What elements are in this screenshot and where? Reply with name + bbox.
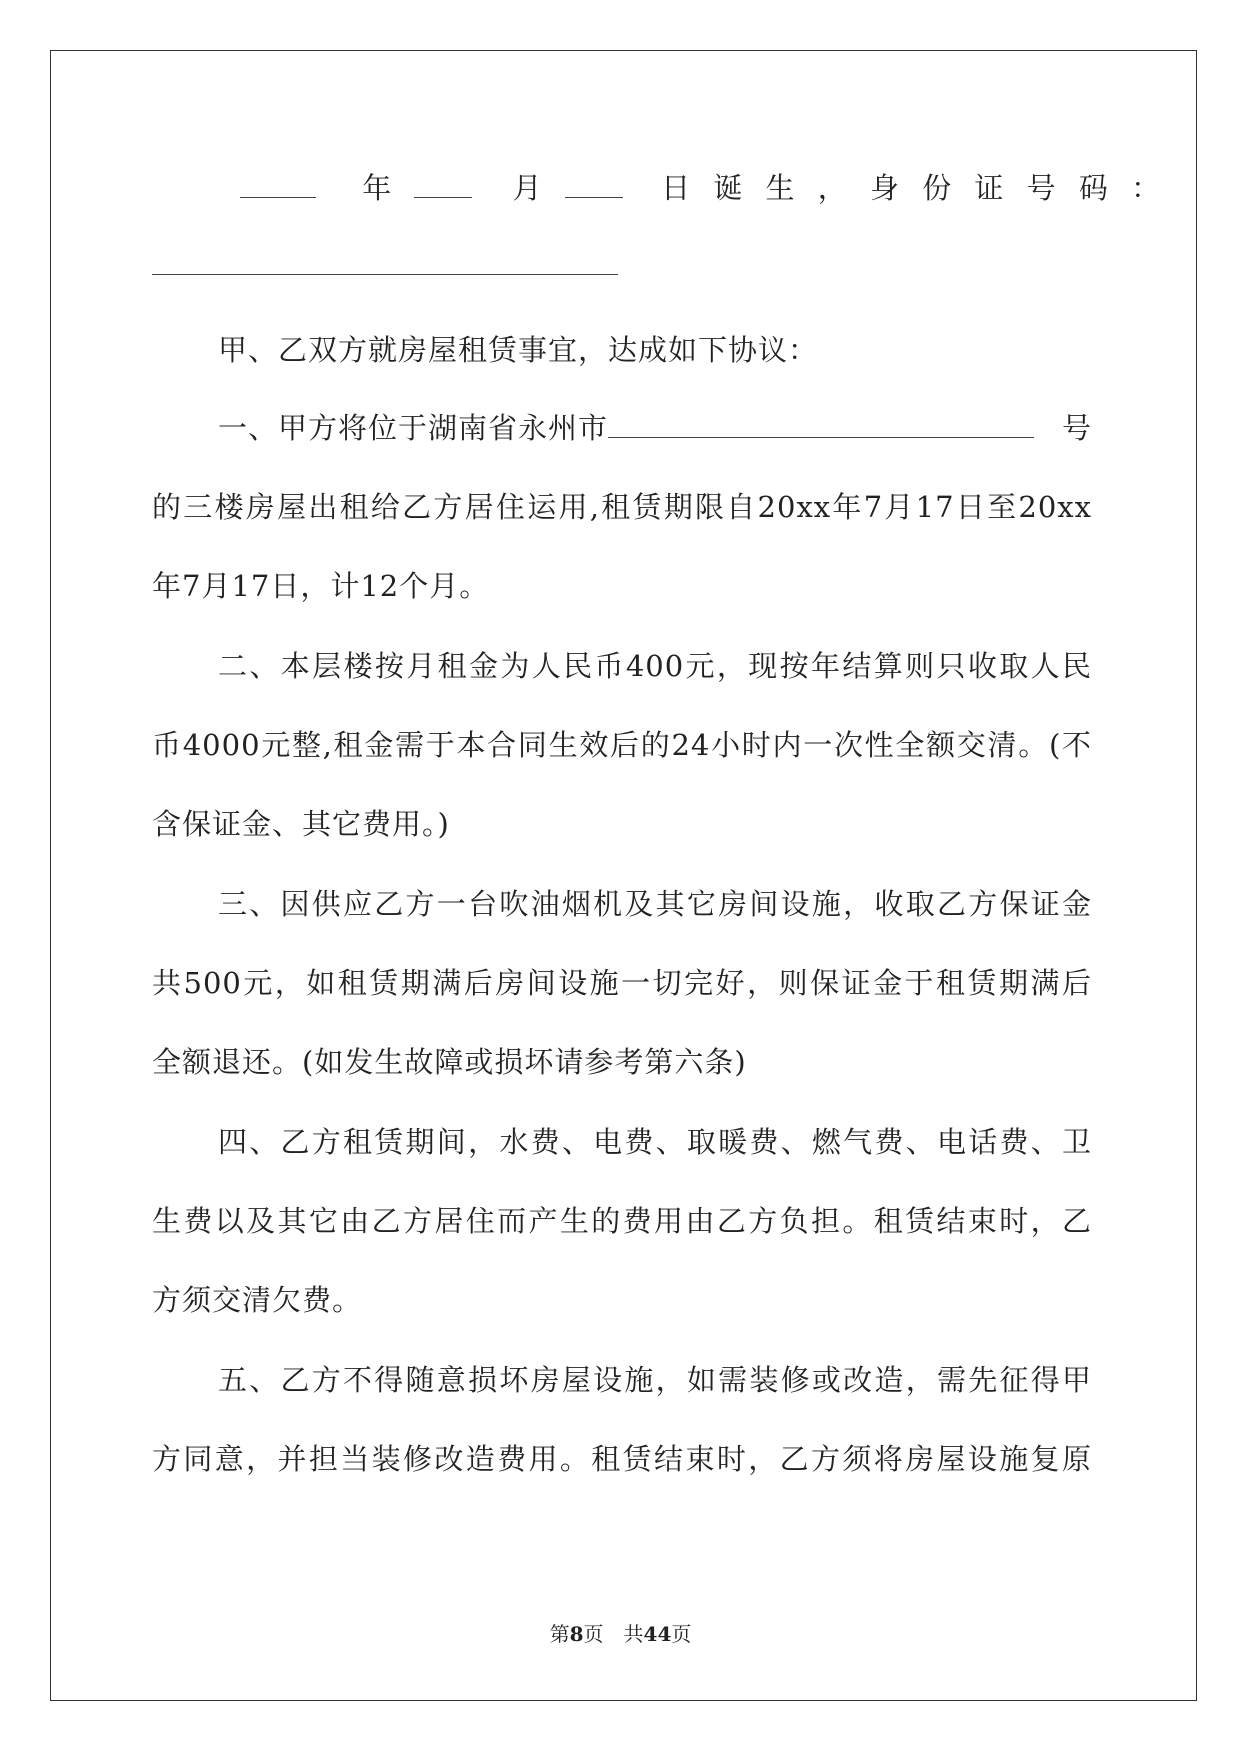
clause5-line2: 方同意，并担当装修改造费用。租赁结束时，乙方须将房屋设施复原 [152, 1442, 1092, 1476]
year-blank[interactable] [240, 171, 316, 198]
clause4-line3: 方须交清欠费。 [152, 1283, 363, 1317]
day-blank[interactable] [565, 171, 623, 198]
page-number: 8 [569, 1622, 584, 1646]
clause3-line2: 共500元，如租赁期满后房间设施一切完好，则保证金于租赁期满后 [152, 966, 1092, 1000]
clause1-line2: 的三楼房屋出租给乙方居住运用,租赁期限自20xx年7月17日至20xx [152, 490, 1092, 524]
clause3-line3: 全额退还。(如发生故障或损坏请参考第六条) [152, 1045, 747, 1079]
id-number-blank[interactable] [152, 274, 618, 275]
clause4-line2: 生费以及其它由乙方居住而产生的费用由乙方负担。租赁结束时，乙 [152, 1204, 1092, 1238]
page-mid: 页 共 [583, 1622, 644, 1646]
intro-text: 甲、乙双方就房屋租赁事宜，达成如下协议： [218, 333, 819, 367]
year-label: 年 [362, 171, 393, 205]
clause1-line1-prefix: 一、甲方将位于湖南省永州市 [218, 411, 609, 445]
clause2-line1: 二、本层楼按月租金为人民币400元，现按年结算则只收取人民 [218, 649, 1092, 683]
clause1-line1 [218, 408, 1092, 448]
birth-id-text: 日 诞 生 ， 身 份 证 号 码 ： [661, 171, 1168, 205]
clause2-line2: 币4000元整,租金需于本合同生效后的24小时内一次性全额交清。(不 [152, 728, 1092, 762]
page-prefix: 第 [549, 1622, 570, 1646]
total-pages: 44 [643, 1622, 672, 1646]
birth-id-line [240, 168, 1168, 208]
clause2-line3: 含保证金、其它费用。) [152, 807, 450, 841]
page-indicator [0, 1620, 1241, 1648]
clause5-line1: 五、乙方不得随意损坏房屋设施，如需装修或改造，需先征得甲 [218, 1363, 1092, 1397]
month-label: 月 [512, 171, 543, 205]
month-blank[interactable] [414, 171, 472, 198]
address-blank[interactable] [608, 411, 1034, 438]
clause1-line1-suffix: 号 [1061, 411, 1092, 445]
clause1-line3: 年7月17日，计12个月。 [152, 569, 490, 603]
clause3-line1: 三、因供应乙方一台吹油烟机及其它房间设施，收取乙方保证金 [218, 887, 1092, 921]
page-suffix: 页 [671, 1622, 692, 1646]
clause4-line1: 四、乙方租赁期间，水费、电费、取暖费、燃气费、电话费、卫 [218, 1125, 1092, 1159]
